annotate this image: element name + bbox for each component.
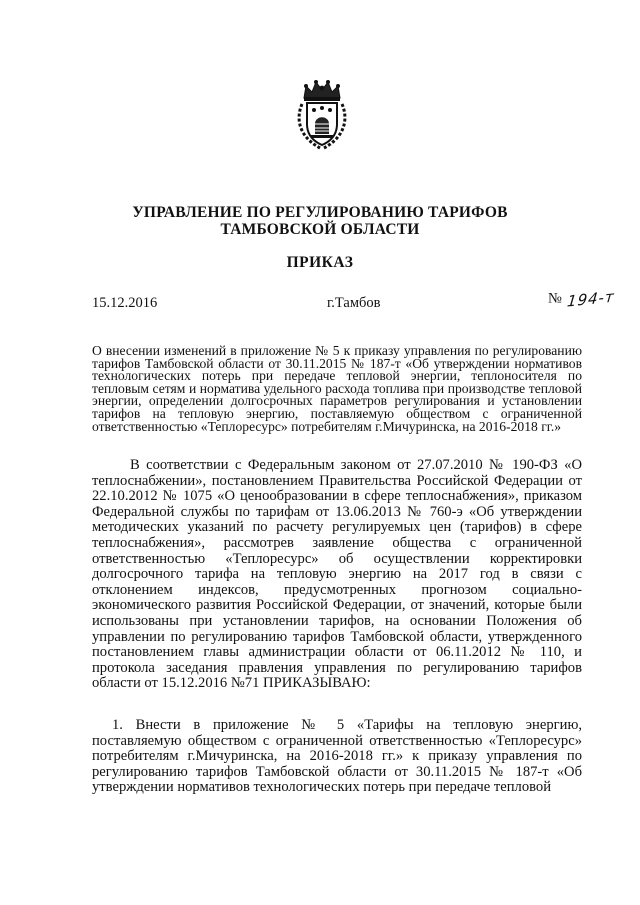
clause-1-paragraph: 1. Внести в приложение № 5 «Тарифы на тепловую энергию, поставляемую обществом с ограниченной ответственностью «Теплоресурс» потребителям г.Мичуринска, на 2016-2018 гг.» к приказу управления по регулированию тарифов Тамбовской области от 30.11.2015 № 187-т «Об утверждении нормативов технологических потерь при передаче тепловой: [92, 717, 582, 796]
number-label: №: [548, 290, 562, 307]
document-number: [548, 287, 617, 311]
organization-name-line2: ТАМБОВСКОЙ ОБЛАСТИ: [220, 221, 420, 238]
document-city: г.Тамбов: [327, 295, 381, 311]
document-type: ПРИКАЗ: [286, 254, 354, 271]
document-date: 15.12.2016: [92, 295, 158, 311]
preamble-paragraph: В соответствии с Федеральным законом от 27.07.2010 № 190-ФЗ «О теплоснабжении», постановлением Правительства Российской Федерации от 22.10.2012 № 1075 «О ценообразовании в сфере теплоснабжения», приказом Федеральной службы по тарифам от 13.06.2013 № 760-э «Об утверждении методических указаний по расчету регулируемых цен (тарифов) в сфере теплоснабжения», рассмотрев заявление общества с ограниченной ответственностью «Теплоресурс» об осуществлении корректировки долгосрочного тарифа на тепловую энергию на 2017 год в связи с отклонением индексов, предусмотренных прогнозом социально-экономического развития Российской Федерации, от значений, которые были использованы при установлении тарифов, на основании Положения об управлении по регулированию тарифов Тамбовской области, утвержденного постановлением главы администрации области от 06.11.2012 № 110, и протокола заседания правления управления по регулированию тарифов области от 15.12.2016 №71 ПРИКАЗЫВАЮ:: [92, 457, 582, 692]
tambov-coat-of-arms-icon: [296, 78, 348, 150]
order-subject: О внесении изменений в приложение № 5 к приказу управления по регулированию тарифов Тамбовской области от 30.11.2015 № 187-т «Об утверждении нормативов технологических потерь при передаче тепловой энергии, теплоносителя по тепловым сетям и норматива удельного расхода топлива при производстве тепловой энергии, определении долгосрочных параметров регулирования и установлении тарифов на тепловую энергию, поставляемую обществом с ограниченной ответственностью «Теплоресурс» потребителям г.Мичуринска, на 2016-2018 гг.»: [92, 343, 582, 434]
handwritten-number: 194-т: [566, 287, 617, 311]
organization-name-line1: УПРАВЛЕНИЕ ПО РЕГУЛИРОВАНИЮ ТАРИФОВ: [132, 204, 508, 221]
